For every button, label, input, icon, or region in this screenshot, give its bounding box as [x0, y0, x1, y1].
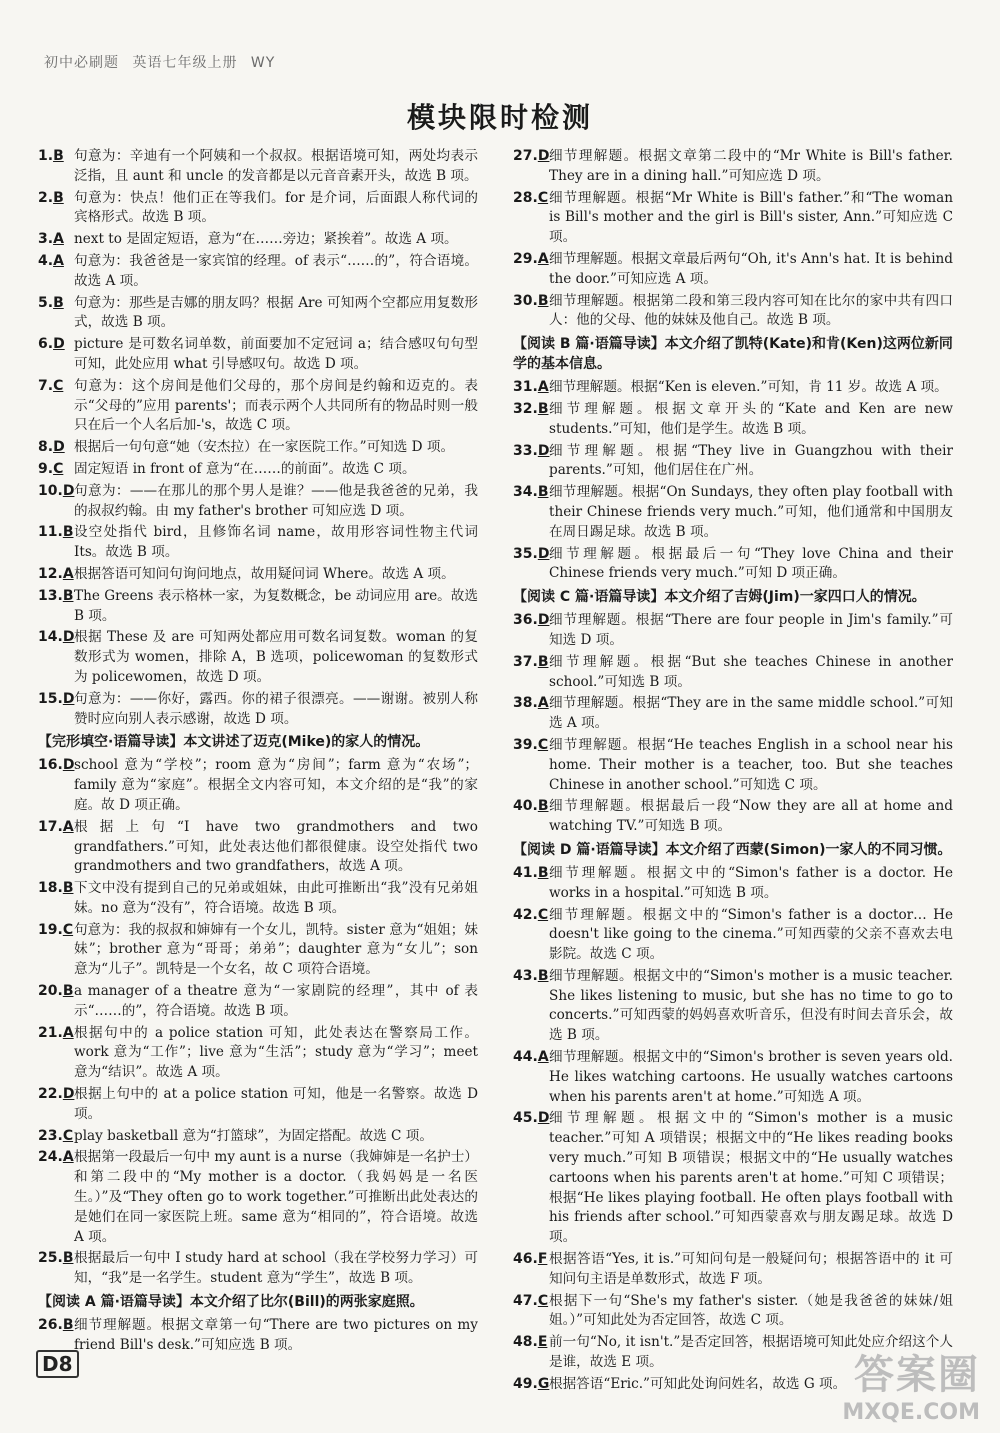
question-number: 43.: [513, 967, 538, 984]
watermark: [842, 1343, 980, 1425]
answer-number: [38, 565, 74, 585]
explanation-text: next to 是固定短语，意为“在……旁边；紧挨着”。故选 A 项。: [74, 231, 458, 248]
question-number: 4.: [38, 252, 54, 269]
watermark-logo: 答案圈: [854, 1352, 980, 1398]
answer-letter: B: [537, 967, 549, 984]
question-number: 13.: [38, 587, 63, 604]
answer-number: [38, 294, 64, 314]
explanation-text: 句意为：我爸爸是一家宾馆的经理。of 表示“……的”，符合语境。故选 A 项。: [74, 252, 478, 289]
answer-letter: C: [537, 906, 549, 923]
answer-number: [513, 545, 549, 565]
answer-item: [513, 292, 953, 332]
answer-item: [38, 921, 478, 980]
answer-number: [38, 818, 74, 838]
answer-number: [38, 252, 64, 272]
question-number: 18.: [38, 880, 63, 897]
page-title: 模块限时检测: [406, 101, 593, 134]
question-number: 5.: [38, 294, 54, 311]
answer-number: [513, 250, 549, 270]
section-intro: 【阅读 D 篇·语篇导读】本文介绍了西蒙(Simon)一家人的不同习惯。: [513, 841, 952, 858]
explanation-text: The Greens 表示格林一家，为复数概念，be 动词应用 are。故选 B 项。: [74, 587, 478, 624]
answer-letter: B: [62, 587, 74, 604]
question-number: 7.: [38, 377, 54, 394]
answer-item: [513, 653, 953, 693]
answer-letter: E: [537, 1334, 548, 1351]
answer-item: [513, 378, 953, 398]
question-number: 31.: [513, 379, 538, 396]
question-number: 6.: [38, 336, 54, 353]
answer-letter: A: [537, 1049, 549, 1066]
book-name: 英语七年级上册: [132, 55, 238, 71]
answer-number: [38, 982, 73, 1002]
question-number: 48.: [513, 1334, 538, 1351]
question-number: 10.: [38, 482, 63, 499]
answer-number: [38, 189, 64, 209]
answer-letter: B: [537, 484, 549, 501]
answer-letter: D: [62, 629, 75, 646]
answer-item: [38, 482, 478, 522]
explanation-text: 根据上句中的 at a police station 可知，他是一名警察。故选 D 项。: [74, 1086, 478, 1122]
question-number: 12.: [38, 565, 63, 582]
explanation-text: 句意为：我的叔叔和婶婶有一个女儿，凯特。sister 意为“姐姐；妹妹”；brother 意为“哥哥；弟弟”；daughter 意为“女儿”；son 意为“儿子”。凯特是一个女名，故 C 项符合语境。: [74, 921, 478, 978]
explanation-text: 句意为：这个房间是他们父母的，那个房间是约翰和迈克的。表示“父母的”应用 parents'；而表示两个人共同所有的物品时则一般只在后一个人名后加-'s，故选 C 项。: [74, 377, 478, 434]
explanation-text: 细节理解题。根据“There are four people in Jim's family.”可知选 D 项。: [549, 612, 953, 648]
answer-letter: A: [537, 250, 549, 267]
answer-item: [38, 460, 478, 480]
answer-item: [513, 1048, 953, 1107]
explanation-text: 细节理解题。根据“Mr White is Bill's father.”和“The woman is Bill's mother and the girl is Bill's sister, Ann.”可知应选 C 项。: [549, 189, 953, 246]
answer-number: [513, 1109, 549, 1129]
question-number: 23.: [38, 1127, 63, 1144]
answer-letter: D: [62, 757, 75, 774]
answer-letter: C: [537, 189, 549, 206]
section-intro: 【完形填空·语篇导读】本文讲述了迈克(Mike)的家人的情况。: [38, 734, 430, 751]
answer-item: [38, 523, 478, 563]
question-number: 40.: [513, 798, 538, 815]
answer-letter: B: [537, 798, 549, 815]
answer-number: [38, 1316, 73, 1336]
question-number: 44.: [513, 1049, 538, 1066]
question-number: 22.: [38, 1086, 63, 1103]
answer-letter: B: [53, 294, 64, 311]
question-number: 34.: [513, 484, 538, 501]
question-number: 30.: [513, 292, 538, 309]
question-number: 19.: [38, 921, 63, 938]
question-number: 28.: [513, 189, 538, 206]
answer-item: [513, 545, 953, 585]
answer-letter: C: [53, 377, 64, 394]
explanation-text: 细节理解题。根据文中的“Simon's father is a doctor. He works in a hospital.”可知选 B 项。: [549, 864, 953, 901]
question-number: 9.: [38, 460, 54, 477]
explanation-text: 根据句中的 a police station 可知，此处表达在警察局工作。work 意为“工作”；live 意为“生活”；study 意为“学习”；meet 意为“结识”。故选 A 项。: [74, 1024, 478, 1081]
left-column: [38, 147, 478, 1358]
explanation-text: play basketball 意为“打篮球”，为固定搭配。故选 C 项。: [74, 1127, 433, 1144]
section-intro: 【阅读 B 篇·语篇导读】本文介绍了凯特(Kate)和肯(Ken)这两位新同学的基本信息。: [513, 336, 953, 373]
answer-item: [38, 230, 478, 250]
explanation-text: picture 是可数名词单数，前面要加不定冠词 a；结合感叹句句型可知，此处应用 what 引导感叹句。故选 D 项。: [74, 336, 478, 372]
answer-number: [38, 1249, 73, 1269]
answer-item: [513, 736, 953, 795]
answer-letter: B: [537, 292, 549, 309]
answer-number: [38, 879, 73, 899]
explanation-text: school 意为“学校”；room 意为“房间”；farm 意为“农场”；family 意为“家庭”。根据全文内容可知，本文介绍的是“我”的家庭。故 D 项正确。: [74, 757, 478, 813]
answer-number: [513, 906, 548, 926]
answer-number: [513, 1375, 549, 1395]
answer-letter: A: [62, 565, 74, 582]
answer-number: [513, 967, 548, 987]
explanation-text: 根据下一句“She's my father's sister.（她是我爸爸的妹妹/姐姐。）”可知此处为否定回答，故选 C 项。: [549, 1292, 953, 1329]
answer-number: [513, 1292, 548, 1312]
question-number: 20.: [38, 983, 63, 1000]
answer-letter: B: [62, 880, 74, 897]
answer-number: [38, 587, 73, 607]
explanation-text: 细节理解题。根据文中的“Simon's mother is a music teacher. She likes listening to music, but she has no time to go to concerts.”可知西蒙的妈妈喜欢听音乐，但没有时间去音乐会，故选 B 项。: [549, 967, 953, 1044]
answer-item: [513, 1292, 953, 1332]
answer-number: [513, 736, 548, 756]
answer-number: [38, 756, 74, 776]
series-name: 初中必刷题: [44, 55, 119, 71]
answer-number: [38, 523, 73, 543]
answer-letter: A: [62, 818, 74, 835]
answer-letter: B: [537, 400, 549, 417]
answer-item: [38, 1024, 478, 1083]
answer-item: [513, 250, 953, 290]
question-number: 1.: [38, 148, 54, 164]
answer-letter: F: [537, 1251, 548, 1268]
answer-item: [38, 879, 478, 919]
answer-item: [38, 628, 478, 687]
question-number: 8.: [38, 439, 54, 456]
answer-letter: B: [62, 524, 74, 541]
answer-letter: A: [62, 1024, 74, 1041]
question-number: 38.: [513, 695, 538, 712]
answer-number: [513, 378, 549, 398]
answer-letter: B: [62, 1317, 74, 1334]
answer-number: [38, 377, 63, 397]
answer-number: [38, 1085, 74, 1105]
answer-item: [513, 1250, 953, 1290]
answer-item: [38, 982, 478, 1022]
question-number: 33.: [513, 442, 538, 459]
question-number: 14.: [38, 629, 63, 646]
question-number: 45.: [513, 1110, 538, 1127]
explanation-text: 句意为：——你好，露西。你的裙子很漂亮。——谢谢。被别人称赞时应向别人表示感谢，故选 D 项。: [74, 690, 478, 727]
page-header: [44, 52, 283, 72]
explanation-text: 细节理解题。根据第二段和第三段内容可知在比尔的家中共有四口人：他的父母、他的妹妹及他自己。故选 B 项。: [549, 292, 953, 329]
answer-item: [38, 1249, 478, 1289]
answer-item: [513, 611, 953, 651]
answer-number: [513, 653, 548, 673]
answer-item: [513, 797, 953, 837]
answer-letter: B: [62, 983, 74, 1000]
answer-letter: A: [62, 1149, 74, 1166]
right-column: [513, 147, 953, 1397]
answer-item: [513, 147, 953, 187]
answer-letter: D: [537, 1110, 550, 1127]
answer-item: [513, 694, 953, 734]
question-number: 26.: [38, 1317, 63, 1334]
answer-item: [38, 756, 478, 815]
answer-item: [38, 1316, 478, 1356]
answer-item: [513, 442, 953, 482]
explanation-text: 根据第一段最后一句中 my aunt is a nurse（我婶婶是一名护士）和第二段中的“My mother is a doctor.（我妈妈是一名医生。）”及“They often go to work together.”可推断出此处表达的是她们在同一家医院上班。same 意为“相同的”，符合语境。故选 A 项。: [74, 1149, 478, 1245]
explanation-text: 细节理解题。根据文中的“Simon's mother is a music teacher.”可知 A 项错误；根据文中的“He likes reading books very much.”可知 B 项错误；根据文中的“He usually watches cartoons when his parents aren't at home.”可知 C 项错误；根据“He likes playing football. He often plays football with his friends after school.”可知西蒙喜欢与朋友踢足球。故选 D 项。: [549, 1110, 953, 1246]
edition-label: WY: [250, 55, 276, 71]
answer-item: [38, 252, 478, 292]
explanation-text: 根据上句“I have two grandmothers and two grandfathers.”可知，此处表达他们都很健康。设空处指代 two grandmothers and two grandfathers，故选 A 项。: [74, 818, 478, 875]
explanation-text: 设空处指代 bird，且修饰名词 name，故用形容词性物主代词 Its。故选 B 项。: [74, 524, 478, 561]
answer-number: [513, 400, 548, 420]
explanation-text: 根据后一句句意“她（安杰拉）在一家医院工作。”可知选 D 项。: [74, 439, 455, 456]
answer-number: [513, 694, 549, 714]
answer-letter: A: [53, 252, 64, 269]
answer-number: [38, 1024, 74, 1044]
question-number: 11.: [38, 524, 63, 541]
answer-item: [38, 587, 478, 627]
answer-letter: B: [53, 148, 64, 164]
answer-letter: B: [537, 864, 549, 881]
answer-letter: D: [62, 690, 75, 707]
answer-item: [38, 147, 478, 187]
explanation-text: 细节理解题。根据文中的“Simon's father is a doctor… He doesn't like going to the cinema.”可知西蒙的父亲不喜欢去电影院。故选 C 项。: [549, 906, 953, 963]
explanation-text: 句意为：快点！他们正在等我们。for 是介词，后面跟人称代词的宾格形式。故选 B 项。: [74, 189, 478, 226]
answer-item: [38, 1148, 478, 1247]
answer-number: [38, 1127, 73, 1147]
question-number: 41.: [513, 864, 538, 881]
answer-letter: D: [62, 482, 75, 499]
explanation-text: 细节理解题。根据“Ken is eleven.”可知，肯 11 岁。故选 A 项。: [549, 379, 948, 396]
answer-letter: D: [537, 612, 550, 629]
explanation-text: 根据最后一句中 I study hard at school（我在学校努力学习）可知，“我”是一名学生。student 意为“学生”，故选 B 项。: [74, 1250, 478, 1287]
answer-number: [38, 1148, 74, 1168]
watermark-url: MXQE.COM: [842, 1400, 980, 1425]
answer-number: [38, 147, 64, 167]
answer-number: [513, 189, 548, 209]
explanation-text: 前一句“No, it isn't.”是否定回答，根据语境可知此处应介绍这个人是谁，故选 E 项。: [549, 1334, 953, 1371]
question-number: 15.: [38, 690, 63, 707]
explanation-text: 根据答语可知问句询问地点，故用疑问词 Where。故选 A 项。: [74, 565, 455, 582]
answer-number: [38, 690, 74, 710]
explanation-text: 细节理解题。根据“On Sundays, they often play football with their Chinese friends very much.”可知，他们通常和中国朋友在周日踢足球。故选 B 项。: [549, 484, 953, 540]
answer-letter: C: [62, 921, 74, 938]
answer-number: [513, 147, 549, 167]
answer-number: [513, 483, 548, 503]
answer-number: [38, 628, 74, 648]
question-number: 47.: [513, 1292, 538, 1309]
question-number: 42.: [513, 906, 538, 923]
explanation-text: 细节理解题。根据“He teaches English in a school near his home. Their mother is a teacher, too. But she teaches Chinese in another school.”可知选 C 项。: [549, 736, 953, 793]
answer-item: [513, 189, 953, 248]
question-number: 27.: [513, 148, 538, 164]
answer-letter: G: [537, 1375, 550, 1392]
explanation-text: 根据答语“Eric.”可知此处询问姓名，故选 G 项。: [549, 1375, 847, 1392]
answer-number: [513, 864, 548, 884]
section-intro: 【阅读 C 篇·语篇导读】本文介绍了吉姆(Jim)一家四口人的情况。: [513, 589, 926, 606]
explanation-text: 细节理解题。根据文章第一句“There are two pictures on my friend Bill's desk.”可知应选 B 项。: [74, 1317, 478, 1353]
answer-number: [38, 438, 65, 458]
question-number: 46.: [513, 1251, 538, 1268]
answer-letter: C: [537, 736, 549, 753]
answer-letter: D: [53, 439, 65, 456]
answer-number: [513, 611, 549, 631]
answer-item: [513, 1109, 953, 1248]
answer-number: [38, 460, 63, 480]
question-number: 24.: [38, 1149, 63, 1166]
explanation-text: 细节理解题。根据最后一段“Now they are all at home and watching TV.”可知选 B 项。: [549, 798, 953, 835]
answer-number: [513, 292, 548, 312]
question-number: 25.: [38, 1250, 63, 1267]
answer-item: [513, 967, 953, 1046]
explanation-text: 句意为：那些是吉娜的朋友吗？根据 Are 可知两个空都应用复数形式，故选 B 项。: [74, 294, 478, 331]
question-number: 32.: [513, 400, 538, 417]
answer-item: [38, 690, 478, 730]
answer-letter: A: [537, 695, 549, 712]
answer-letter: C: [53, 460, 64, 477]
answer-number: [513, 1048, 549, 1068]
answer-number: [38, 335, 65, 355]
answer-item: [38, 335, 478, 375]
answer-item: [513, 864, 953, 904]
question-number: 49.: [513, 1375, 538, 1392]
answer-letter: B: [53, 189, 64, 206]
answer-item: [38, 565, 478, 585]
question-number: 35.: [513, 545, 538, 562]
question-number: 39.: [513, 736, 538, 753]
answer-letter: B: [62, 1250, 74, 1267]
question-number: 16.: [38, 757, 63, 774]
question-number: 2.: [38, 189, 54, 206]
answer-item: [513, 906, 953, 965]
answer-letter: D: [62, 1086, 75, 1103]
answer-number: [513, 442, 549, 462]
answer-letter: D: [537, 442, 550, 459]
question-number: 29.: [513, 250, 538, 267]
answer-number: [513, 797, 548, 817]
explanation-text: 句意为：——在那儿的那个男人是谁？——他是我爸爸的兄弟，我的叔叔约翰。由 my father's brother 可知应选 D 项。: [74, 482, 478, 519]
question-number: 36.: [513, 612, 538, 629]
explanation-text: 细节理解题。根据最后一句“They love China and their Chinese friends very much.”可知 D 项正确。: [549, 545, 953, 582]
answer-item: [38, 294, 478, 334]
section-intro: 【阅读 A 篇·语篇导读】本文介绍了比尔(Bill)的两张家庭照。: [38, 1294, 424, 1311]
answer-number: [38, 230, 64, 250]
answer-letter: C: [62, 1127, 74, 1144]
question-number: 17.: [38, 818, 63, 835]
question-number: 37.: [513, 653, 538, 670]
answer-item: [38, 377, 478, 436]
answer-letter: D: [53, 336, 65, 353]
explanation-text: 根据 These 及 are 可知两处都应用可数名词复数。woman 的复数形式为 women，排除 A，B 选项，policewoman 的复数形式为 policewomen，故选 D 项。: [74, 629, 478, 685]
explanation-text: 根据答语“Yes, it is.”可知问句是一般疑问句；根据答语中的 it 可知问句主语是单数形式，故选 F 项。: [549, 1251, 953, 1287]
explanation-text: 固定短语 in front of 意为“在……的前面”。故选 C 项。: [74, 460, 416, 477]
answer-item: [38, 438, 478, 458]
explanation-text: 细节理解题。根据文中的“Simon's brother is seven years old. He likes watching cartoons. He usually watches cartoons when his parents aren't at home.”可知选 A 项。: [549, 1049, 953, 1105]
question-number: 3.: [38, 231, 54, 248]
answer-number: [513, 1333, 547, 1353]
explanation-text: 细节理解题。根据“They live in Guangzhou with their parents.”可知，他们居住在广州。: [549, 442, 953, 479]
answer-item: [38, 189, 478, 229]
answer-item: [513, 483, 953, 542]
explanation-text: 句意为：辛迪有一个阿姨和一个叔叔。根据语境可知，两处均表示泛指，且 aunt 和 uncle 的发音都是以元音音素开头，故选 B 项。: [74, 148, 478, 184]
answer-number: [38, 921, 73, 941]
answer-number: [513, 1250, 547, 1270]
answer-letter: A: [537, 379, 549, 396]
page-number: D8: [36, 1350, 79, 1378]
explanation-text: 细节理解题。根据文章最后两句“Oh, it's Ann's hat. It is behind the door.”可知应选 A 项。: [549, 250, 953, 287]
explanation-text: a manager of a theatre 意为“一家剧院的经理”，其中 of 表示“……的”，符合语境。故选 B 项。: [74, 983, 478, 1019]
explanation-text: 细节理解题。根据文章开头的“Kate and Ken are new students.”可知，他们是学生。故选 B 项。: [549, 400, 953, 437]
answer-item: [38, 1085, 478, 1125]
explanation-text: 下文中没有提到自己的兄弟或姐妹，由此可推断出“我”没有兄弟姐妹。no 意为“没有”，符合语境。故选 B 项。: [74, 880, 478, 916]
answer-item: [38, 818, 478, 877]
answer-letter: C: [537, 1292, 549, 1309]
explanation-text: 细节理解题。根据“But she teaches Chinese in another school.”可知选 B 项。: [549, 653, 953, 690]
question-number: 21.: [38, 1024, 63, 1041]
answer-letter: D: [537, 545, 550, 562]
answer-letter: D: [537, 148, 550, 164]
answer-item: [38, 1127, 478, 1147]
explanation-text: 细节理解题。根据“They are in the same middle school.”可知选 A 项。: [549, 695, 953, 732]
explanation-text: 细节理解题。根据文章第二段中的“Mr White is Bill's father. They are in a dining hall.”可知应选 D 项。: [549, 148, 953, 184]
answer-item: [513, 400, 953, 440]
answer-letter: A: [53, 231, 64, 248]
answer-number: [38, 482, 74, 502]
answer-letter: B: [537, 653, 549, 670]
